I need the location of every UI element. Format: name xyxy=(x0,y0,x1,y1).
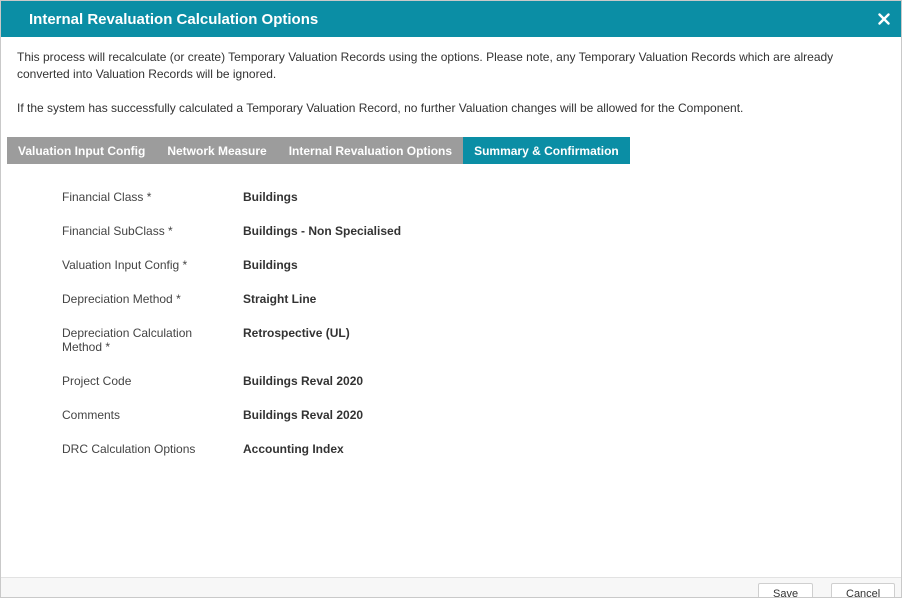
summary-row-project-code xyxy=(62,374,401,388)
summary-row-depreciation-method xyxy=(62,292,401,306)
tab-bar xyxy=(7,137,630,164)
intro-paragraph-2: If the system has successfully calculated a Temporary Valuation Record, no further Valuation changes will be allowed for the Component. xyxy=(17,101,744,115)
summary-value: Straight Line xyxy=(243,292,317,306)
summary-row-financial-subclass xyxy=(62,224,401,238)
summary-label: DRC Calculation Options xyxy=(62,442,196,456)
summary-value: Buildings Reval 2020 xyxy=(243,408,364,422)
summary-label: Project Code xyxy=(62,374,132,388)
summary-row-valuation-input-config xyxy=(62,258,401,272)
dialog-footer xyxy=(1,577,901,598)
close-icon xyxy=(878,13,890,25)
summary-value: Accounting Index xyxy=(243,442,344,456)
intro-text xyxy=(17,49,877,134)
summary-label: Depreciation Calculation Method * xyxy=(62,326,193,354)
cancel-button[interactable]: Cancel xyxy=(831,583,895,598)
summary-value: Buildings Reval 2020 xyxy=(243,374,364,388)
dialog-titlebar xyxy=(1,1,901,37)
summary-row-financial-class xyxy=(62,190,401,204)
summary-list xyxy=(62,190,401,476)
summary-value: Retrospective (UL) xyxy=(243,326,350,340)
summary-value: Buildings xyxy=(243,190,298,204)
summary-row-depreciation-calculation-method xyxy=(62,326,401,354)
summary-row-drc-calculation-options xyxy=(62,442,401,456)
summary-label: Depreciation Method * xyxy=(62,292,181,306)
summary-value: Buildings - Non Specialised xyxy=(243,224,402,238)
dialog-title: Internal Revaluation Calculation Options xyxy=(29,11,319,28)
close-button[interactable] xyxy=(873,8,895,30)
intro-paragraph-1: This process will recalculate (or create) Temporary Valuation Records using the options. Please note, any Temporary Valuation Records which are already converted into Valuation Records will be ignored. xyxy=(17,50,834,81)
tab-internal-revaluation-options[interactable]: Internal Revaluation Options xyxy=(278,137,463,164)
tab-summary-confirmation[interactable]: Summary & Confirmation xyxy=(463,137,630,164)
summary-value: Buildings xyxy=(243,258,298,272)
summary-label: Valuation Input Config * xyxy=(62,258,188,272)
summary-row-comments xyxy=(62,408,401,422)
summary-label: Financial SubClass * xyxy=(62,224,173,238)
summary-label: Financial Class * xyxy=(62,190,152,204)
save-button[interactable]: Save xyxy=(758,583,813,598)
tab-valuation-input-config[interactable]: Valuation Input Config xyxy=(7,137,156,164)
summary-label: Comments xyxy=(62,408,121,422)
tab-network-measure[interactable]: Network Measure xyxy=(156,137,277,164)
